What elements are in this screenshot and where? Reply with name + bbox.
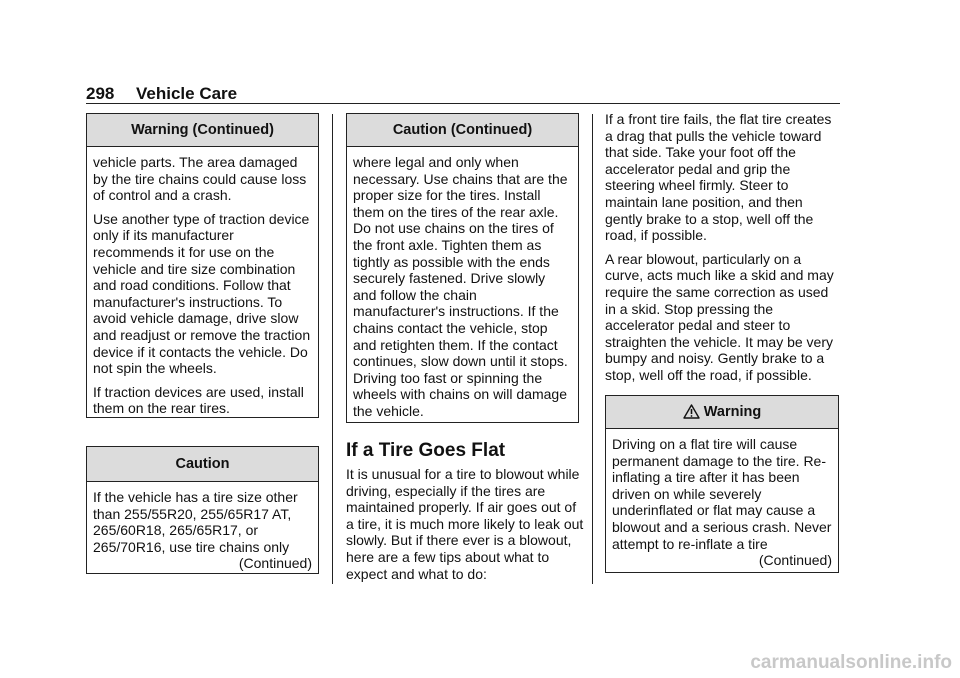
caution-title: Caution — [87, 447, 318, 482]
warning-paragraph: Driving on a flat tire will cause permanent damage to the tire. Re-inflating a tire after it has been driven on while severely underinflated or flat may cause a blowout and a serious crash. Never attempt to re-inflate a tire — [612, 436, 832, 552]
watermark: carmanualsonline.info — [750, 652, 952, 673]
page-header — [86, 84, 840, 104]
warning-box — [605, 395, 839, 573]
warning-header — [606, 396, 838, 429]
warning-continued-title: Warning (Continued) — [87, 114, 318, 147]
body-paragraph: It is unusual for a tire to blowout while driving, especially if the tires are maintained properly. If air goes out of a tire, it is much more likely to leak out slowly. But if there ever is a blowout, here are a few tips about what to expect and what to do: — [346, 466, 584, 582]
caution-continued-box — [346, 113, 579, 423]
continued-label: (Continued) — [758, 552, 832, 569]
caution-box — [86, 446, 319, 574]
header-rule — [86, 103, 840, 104]
warning-continued-body — [87, 147, 318, 417]
warning-continued-box — [86, 113, 319, 418]
warning-body — [606, 429, 838, 568]
page-number: 298 — [86, 84, 115, 103]
blowout-text — [605, 111, 841, 391]
flat-tire-intro — [346, 466, 586, 589]
warning-paragraph: If traction devices are used, install them on the rear tires. — [93, 383, 304, 417]
warning-triangle-icon — [683, 399, 700, 431]
warning-paragraph: Use another type of traction device only if its manufacturer recommends it for use on the vehicle and tire size combination and road conditions. Follow that manufacturer's instructions. To avoid vehicle damage, drive slow and readjust or remove the traction device if it contacts the vehicle. Do not spin the wheels. — [93, 210, 311, 377]
caution-continued-title: Caution (Continued) — [347, 114, 578, 147]
caution-paragraph: If the vehicle has a tire size other than 255/55R20, 255/65R17 AT, 265/60R18, 265/65R17, or 265/70R16, use tire chains only — [93, 489, 298, 555]
column-divider-2 — [592, 114, 593, 584]
caution-body — [87, 482, 318, 571]
warning-title: Warning — [703, 404, 762, 420]
caution-continued-body — [347, 147, 578, 420]
caution-paragraph: where legal and only when necessary. Use chains that are the proper size for the tires. Install them on the tires of the rear axle. Do not use chains on the tires of the front axle. Tighten them as tightly as possible with the ends securely fastened. Drive slowly and follow the chain manufacturer's instructions. If the chains contact the vehicle, stop and retighten them. If the contact continues, slow down until it stops. Driving too fast or spinning the wheels with chains on will damage the vehicle. — [353, 154, 568, 419]
warning-paragraph: vehicle parts. The area damaged by the tire chains could cause loss of control and a crash. — [93, 154, 307, 204]
column-divider-1 — [332, 114, 333, 584]
body-paragraph: A rear blowout, particularly on a curve, acts much like a skid and may require the same correction as used in a skid. Stop pressing the accelerator pedal and steer to straighten the vehicle. It may be very bumpy and noisy. Gently brake to a stop, well off the road, if possible. — [605, 250, 834, 383]
section-heading: If a Tire Goes Flat — [346, 440, 506, 461]
body-paragraph: If a front tire fails, the flat tire creates a drag that pulls the vehicle toward that side. Take your foot off the accelerator pedal and grip the steering wheel firmly. Steer to maintain lane position, and then gently brake to a stop, well off the road, if possible. — [605, 111, 832, 244]
continued-label: (Continued) — [238, 555, 312, 572]
section-title: Vehicle Care — [136, 84, 238, 103]
